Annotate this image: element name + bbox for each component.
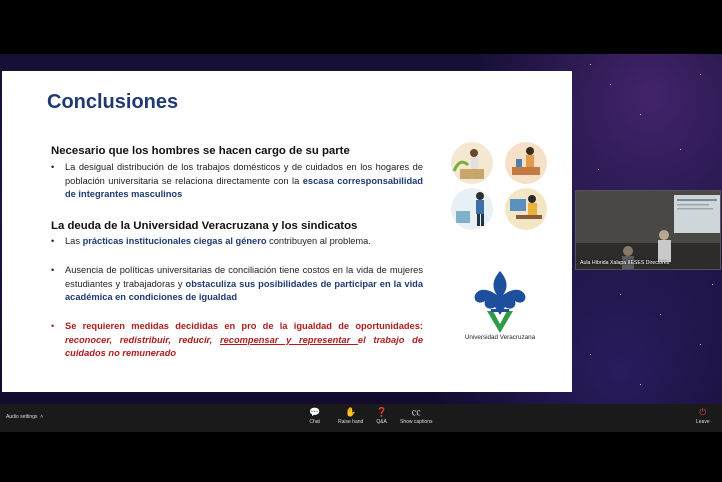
logo-text: Universidad Veracruzana [464,334,536,341]
qa-button[interactable] [376,407,387,425]
bullet-underlined: recompensar y representar [219,334,358,345]
illustration-3 [451,188,493,230]
qa-icon: ❓ [376,407,388,417]
illustration-1 [451,142,493,184]
section2-bullet-2 [51,264,423,305]
bullet-text: Las [65,236,83,246]
bullet-italic: el trabajo de cuidados no remunerado [65,334,423,359]
bullet-dot: • [51,321,55,331]
section2-bullet-3 [51,320,423,361]
slide-title: Conclusiones [47,91,179,113]
chat-icon: 💬 [309,407,321,417]
video-tile-label: Aula Híbrida Xalapa IIESES Directores [580,260,670,266]
leave-label: Leave [696,419,710,425]
bullet-dot: • [51,236,55,246]
bullet-italic: reconocer, redistribuir, reducir, [65,334,220,345]
raise-hand-label: Raise hand [338,419,364,425]
raise-hand-button[interactable] [338,407,363,425]
show-captions-button[interactable] [400,407,433,425]
chevron-up-icon: ˄ [38,414,44,420]
captions-icon: ㏄ [411,407,421,417]
bullet-highlight: obstaculiza sus posibilidades de participar en la vida académica en condiciones de igualdad [65,278,423,303]
chat-label: Chat [309,419,320,425]
section1-heading: Necesario que los hombres se hacen cargo de su parte [51,145,350,157]
illustration-2 [505,142,547,184]
audio-settings-label: Audio settings [6,414,38,420]
shared-slide [2,71,572,392]
bullet-text: Ausencia de políticas universitarias de conciliación tiene costos en la vida de mujeres estudiantes y trabajadoras y [65,265,423,289]
qa-label: Q&A [376,419,387,425]
illustration-4 [505,188,547,230]
section1-bullet-1 [51,161,423,202]
bullet-highlight: escasa corresponsabilidad de integrantes masculinos [65,175,423,200]
section2-heading: La deuda de la Universidad Veracruzana y los sindicatos [51,220,358,232]
universidad-veracruzana-logo [471,269,529,335]
meeting-toolbar [0,404,722,432]
bullet-dot: • [51,162,55,172]
bullet-highlight: prácticas institucionales ciegas al género [82,236,267,246]
caregiving-illustrations [446,141,552,232]
presentation-stage [0,54,722,404]
chat-button[interactable] [309,407,320,425]
section2-bullet-1 [51,235,423,249]
leave-button[interactable] [696,407,710,425]
bullet-text: contribuyen al problema. [266,236,371,246]
hand-icon: ✋ [345,407,357,417]
captions-label: Show captions [400,419,433,425]
bullet-lead: Se requieren medidas decididas en pro de la igualdad de oportunidades: [65,321,423,331]
bullet-text: La desigual distribución de los trabajos domésticos y de cuidados en los hogares de población universitaria se relaciona directamente con la [65,162,423,186]
video-feed [576,191,721,270]
bullet-dot: • [51,265,55,275]
audio-settings-button[interactable] [6,414,43,420]
participant-video-tile[interactable] [575,190,721,270]
leave-icon: ⏻ [699,407,707,417]
